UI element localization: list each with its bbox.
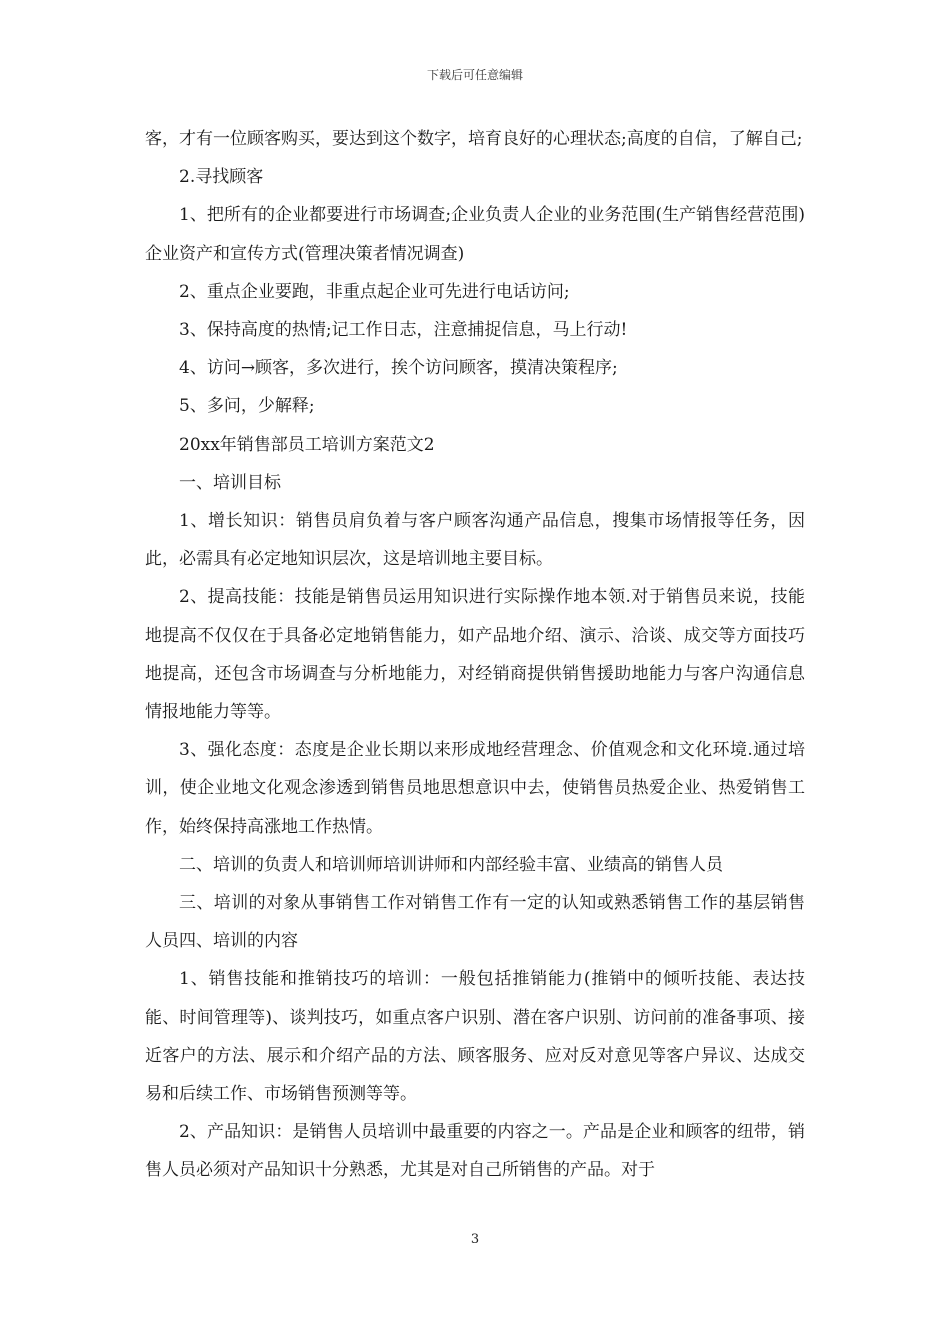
body-paragraph: 5、多问，少解释; bbox=[179, 396, 315, 417]
body-paragraph: 4、访问→顾客，多次进行，挨个访问顾客，摸清决策程序; bbox=[179, 358, 618, 379]
body-paragraph: 二、培训的负责人和培训师培训讲师和内部经验丰富、业绩高的销售人员 bbox=[179, 854, 723, 875]
body-paragraph: 2、重点企业要跑，非重点起企业可先进行电话访问; bbox=[179, 281, 570, 302]
body-paragraph: 一、培训目标 bbox=[179, 472, 281, 493]
body-paragraph: 3、保持高度的热情;记工作日志，注意捕捉信息，马上行动! bbox=[179, 320, 628, 341]
body-paragraph: 3、强化态度：态度是企业长期以来形成地经营理念、价值观念和文化环境.通过培训，使企业地文化观念渗透到销售员地思想意识中去，使销售员热爱企业、热爱销售工作，始终保持高涨地工作热情。 bbox=[145, 740, 805, 837]
body-paragraph: 2.寻找顾客 bbox=[179, 167, 264, 188]
page-number: 3 bbox=[470, 1232, 480, 1247]
body-paragraph: 20xx年销售部员工培训方案范文2 bbox=[179, 434, 435, 455]
document-body bbox=[145, 120, 805, 1190]
body-paragraph: 1、销售技能和推销技巧的培训：一般包括推销能力(推销中的倾听技能、表达技能、时间管理等)、谈判技巧，如重点客户识别、潜在客户识别、访问前的准备事项、接近客户的方法、展示和介绍产品的方法、顾客服务、应对反对意见等客户异议、达成交易和后续工作、市场销售预测等等。 bbox=[145, 969, 805, 1105]
body-paragraph: 2、提高技能：技能是销售员运用知识进行实际操作地本领.对于销售员来说，技能地提高不仅仅在于具备必定地销售能力，如产品地介绍、演示、洽谈、成交等方面技巧地提高，还包含市场调查与分析地能力，对经销商提供销售援助地能力与客户沟通信息情报地能力等等。 bbox=[145, 587, 805, 723]
body-paragraph: 1、增长知识：销售员肩负着与客户顾客沟通产品信息，搜集市场情报等任务，因此，必需具有必定地知识层次，这是培训地主要目标。 bbox=[145, 511, 805, 570]
page-header-note: 下载后可任意编辑 bbox=[426, 68, 523, 82]
body-paragraph: 三、培训的对象从事销售工作对销售工作有一定的认知或熟悉销售工作的基层销售人员四、培训的内容 bbox=[145, 893, 805, 952]
body-paragraph: 客，才有一位顾客购买，要达到这个数字，培育良好的心理状态;高度的自信，了解自己; bbox=[145, 129, 803, 149]
body-paragraph: 1、把所有的企业都要进行市场调查;企业负责人企业的业务范围(生产销售经营范围)企业资产和宣传方式(管理决策者情况调查) bbox=[145, 205, 805, 264]
body-paragraph: 2、产品知识：是销售人员培训中最重要的内容之一。产品是企业和顾客的纽带，销售人员必须对产品知识十分熟悉，尤其是对自己所销售的产品。对于 bbox=[145, 1122, 805, 1181]
